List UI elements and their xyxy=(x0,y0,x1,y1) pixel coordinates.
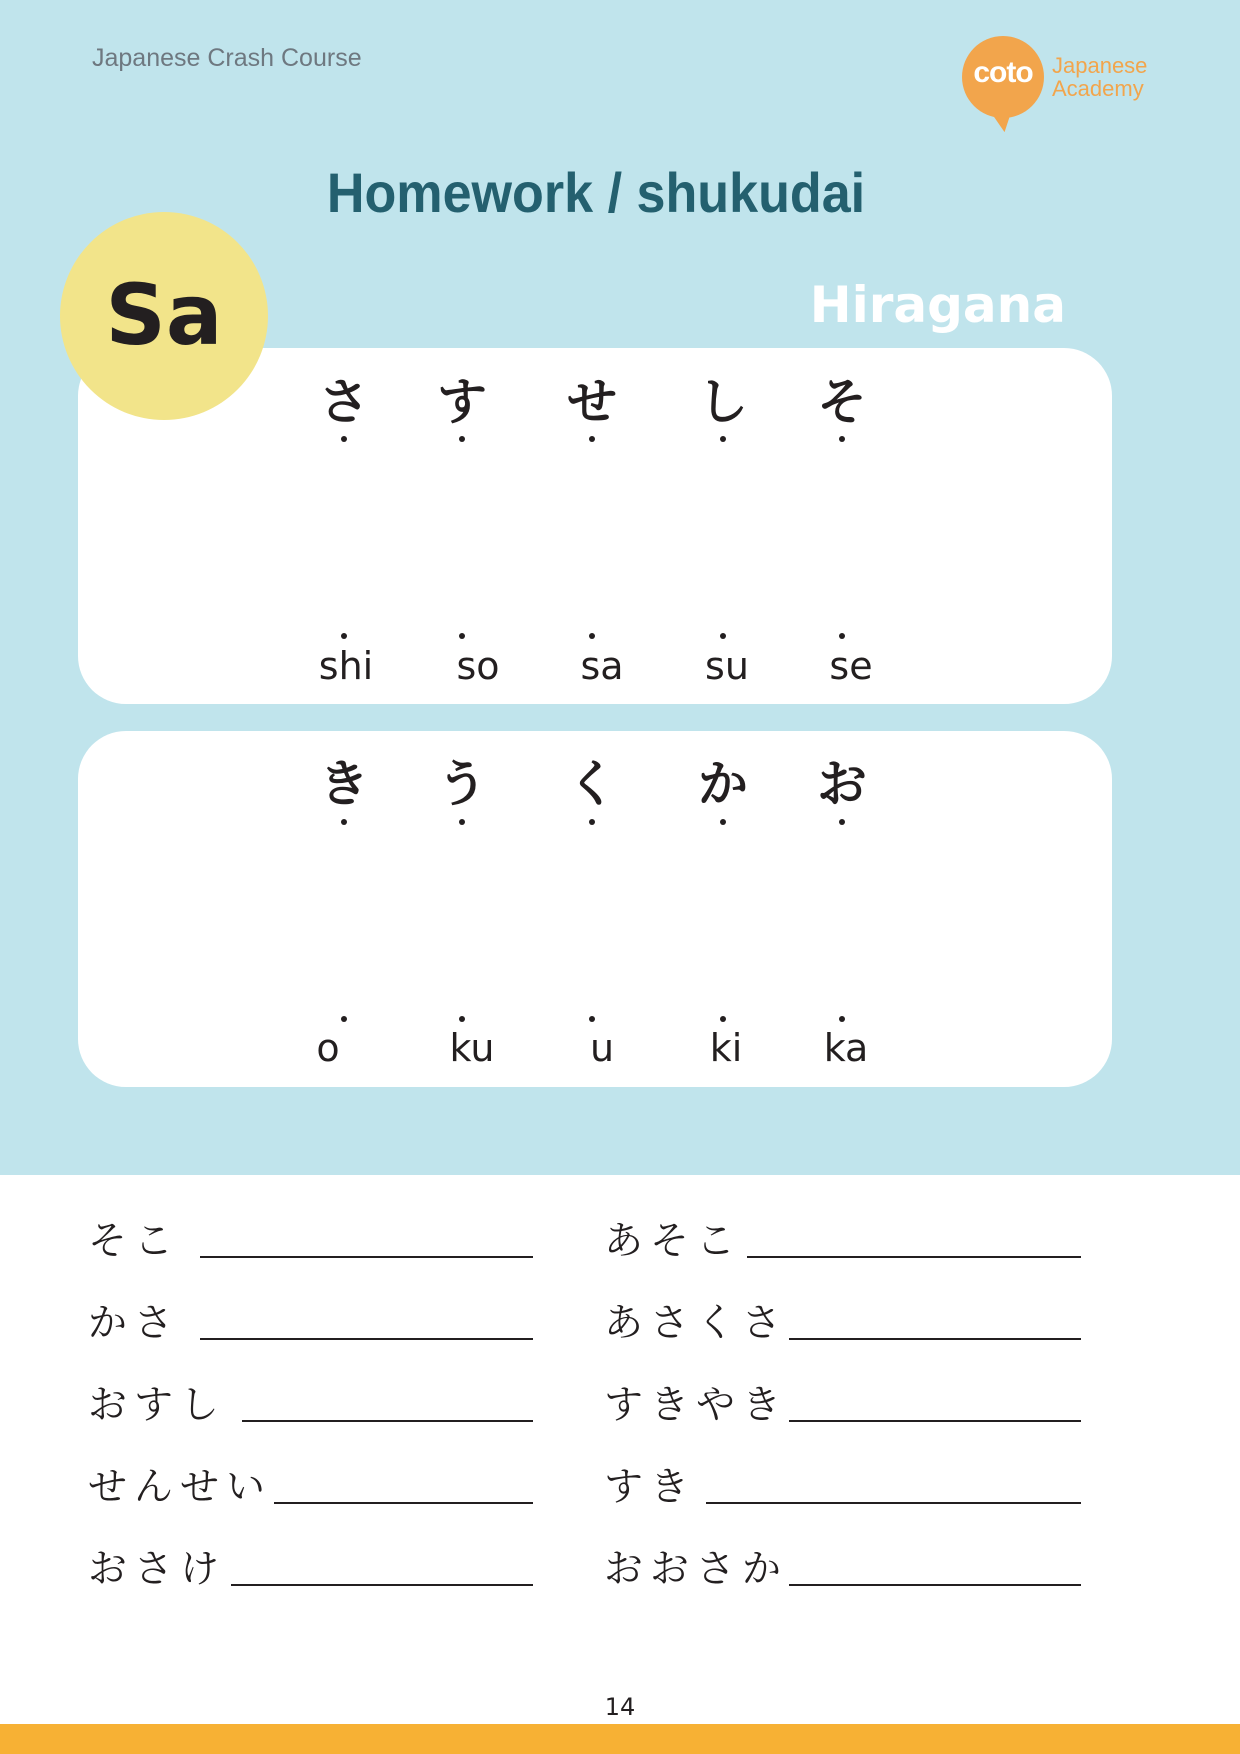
match-dot[interactable] xyxy=(839,633,845,639)
romaji-label: shi xyxy=(318,644,374,688)
lesson-badge xyxy=(60,212,268,420)
answer-line[interactable] xyxy=(200,1256,533,1258)
answer-line[interactable] xyxy=(789,1420,1081,1422)
kana-char: さ xyxy=(319,373,369,431)
romaji-label: ki xyxy=(709,1026,743,1070)
kana-char: せ xyxy=(567,373,617,431)
answer-line[interactable] xyxy=(242,1420,533,1422)
logo-word: coto xyxy=(973,56,1033,89)
coto-logo xyxy=(962,36,1162,136)
word-prompt: おすし xyxy=(88,1383,227,1428)
match-dot[interactable] xyxy=(720,819,726,825)
word-prompt: すきやき xyxy=(604,1383,789,1428)
answer-line[interactable] xyxy=(789,1584,1081,1586)
match-dot[interactable] xyxy=(341,436,347,442)
kana-char: そ xyxy=(817,373,867,431)
kana-char: く xyxy=(567,755,617,813)
answer-line[interactable] xyxy=(789,1338,1081,1340)
romaji-label: su xyxy=(705,644,749,688)
course-name: Japanese Crash Course xyxy=(92,44,362,72)
match-dot[interactable] xyxy=(341,633,347,639)
match-dot[interactable] xyxy=(839,436,845,442)
answer-line[interactable] xyxy=(706,1502,1081,1504)
page-title: Homework / shukudai xyxy=(326,161,866,224)
match-dot[interactable] xyxy=(720,1016,726,1022)
match-dot[interactable] xyxy=(459,633,465,639)
bottom-bar xyxy=(0,1724,1240,1754)
answer-line[interactable] xyxy=(200,1338,533,1340)
word-prompt: おさけ xyxy=(88,1547,227,1592)
match-dot[interactable] xyxy=(839,1016,845,1022)
romaji-label: u xyxy=(589,1026,615,1070)
kana-char: す xyxy=(437,373,487,431)
logo-line-2: Academy xyxy=(1052,76,1144,101)
match-dot[interactable] xyxy=(589,436,595,442)
word-prompt: すき xyxy=(604,1465,697,1510)
page-number: 14 xyxy=(604,1693,636,1721)
kana-char: し xyxy=(698,373,748,431)
word-prompt: かさ xyxy=(88,1301,181,1346)
romaji-label: o xyxy=(316,1026,340,1070)
logo-subtitle xyxy=(1052,54,1147,100)
match-dot[interactable] xyxy=(839,819,845,825)
kana-char: き xyxy=(319,755,369,813)
kana-char: か xyxy=(698,755,748,813)
match-dot[interactable] xyxy=(459,436,465,442)
match-dot[interactable] xyxy=(341,819,347,825)
answer-line[interactable] xyxy=(747,1256,1081,1258)
romaji-label: ka xyxy=(823,1026,869,1070)
kana-char: お xyxy=(817,755,867,813)
match-dot[interactable] xyxy=(459,1016,465,1022)
answer-line[interactable] xyxy=(274,1502,533,1504)
romaji-label: sa xyxy=(580,644,624,688)
match-dot[interactable] xyxy=(459,819,465,825)
word-prompt: おおさか xyxy=(604,1547,789,1592)
match-dot[interactable] xyxy=(341,1016,347,1022)
logo-line-1: Japanese xyxy=(1052,53,1148,78)
word-prompt: あさくさ xyxy=(604,1301,789,1346)
answer-line[interactable] xyxy=(231,1584,533,1586)
romaji-label: ku xyxy=(449,1026,495,1070)
badge-label: Sa xyxy=(105,266,223,364)
match-dot[interactable] xyxy=(720,436,726,442)
romaji-label: so xyxy=(456,644,500,688)
word-prompt: あそこ xyxy=(604,1219,743,1264)
section-subtitle: Hiragana xyxy=(809,276,1066,334)
romaji-label: se xyxy=(829,644,873,688)
match-dot[interactable] xyxy=(589,633,595,639)
match-dot[interactable] xyxy=(720,633,726,639)
kana-char: う xyxy=(437,755,487,813)
match-dot[interactable] xyxy=(589,819,595,825)
match-dot[interactable] xyxy=(589,1016,595,1022)
word-prompt: そこ xyxy=(88,1219,181,1264)
word-prompt: せんせい xyxy=(88,1465,273,1510)
